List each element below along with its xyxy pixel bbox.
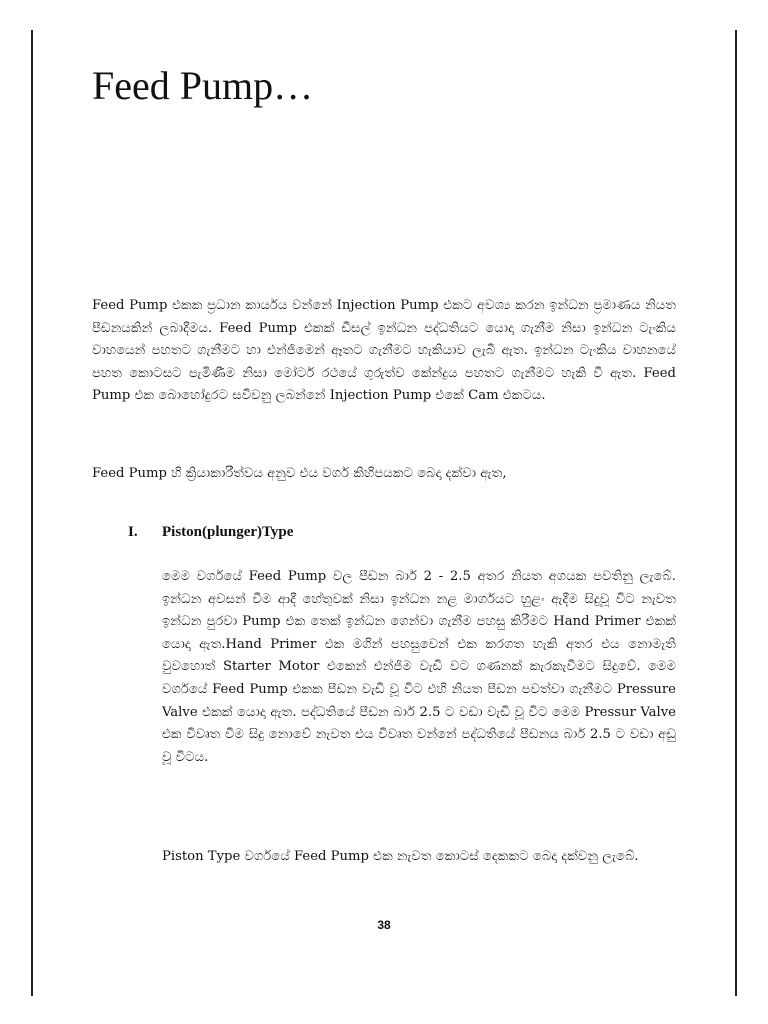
page-border-left (31, 30, 33, 996)
section-heading-piston-type (128, 521, 293, 543)
paragraph-feed-pump-types: Feed Pump හි ක්‍රියාකාරීත්වය අනුව එය වර්ග කිහිපයකට බෙදා දක්වා ඇත, (92, 466, 507, 481)
paragraph-piston-type-subtypes: Piston Type වර්ගයේ Feed Pump එක නැවත කොටස් දෙකකට බෙදා දක්වනු ලැබේ. (162, 849, 639, 864)
page-title: Feed Pump… (92, 63, 314, 108)
paragraph-piston-type-description: මෙම වර්ගයේ Feed Pump වල පීඩන බාර් 2 - 2.5 අතර නියත අගයක පවතිනු ලැබේ. ඉන්ධන අවසන් වීම ආදී හේතුවක් නිසා ඉන්ධන නළ මාර්ගයට හුළං ඇදීම සිදුවූ විට නැවත ඉන්ධන පුරවා Pump එක තෙක් ඉන්ධන ගෙන්වා ගැනීම පහසු කිරීමට Hand Primer එකක් යොදා ඇත.Hand Primer එක මගින් පහසුවෙන් එක කරගත හැකි අතර එය නොමැති වුවහොත් Starter Motor එකෙන් එන්ජිම වැඩි වට ගණනක් කැරකැවීමට සිදුවේ. මෙම වර්ගයේ Feed Pump එකක පීඩන වැඩි වූ විට එහි නියත පීඩන පවත්වා ගැනීමට Pressure Valve එකක් යොදා ඇත. පද්ධතියේ පීඩන බාර් 2.5 ට වඩා වැඩි වූ විට මෙම Pressur Valve එක විවෘත වීම සිදු නොවේ නැවත එය විවෘත වන්නේ පද්ධතියේ පීඩනය බාර් 2.5 ට වඩා අඩු වූ විටය. (162, 569, 676, 765)
page-number: 38 (377, 918, 391, 932)
paragraph-feed-pump-function: Feed Pump එකක ප්‍රධාන කාර්යය වන්නේ Injection Pump එකට අවශ්‍ය කරන ඉන්ධන ප්‍රමාණය නියත පීඩනයකින් ලබාදීමය. Feed Pump එකක් ඩීසල් ඉන්ධන පද්ධතියට යොදා ගැනීම නිසා ඉන්ධන ටැංකිය වාහයෙන් පහතට ගැනීමට හා එන්ජිමෙන් ඈතට ගැනීමට හැකියාව ලැබී ඇත. ඉන්ධන ටැංකිය වාහනයේ පහත කොටසට පැමිණීම නිසා මෝටර් රථයේ ගුරුත්ව කේන්ද්‍රය පහතට ගැනීමට හැකි වී ඇත. Feed Pump එක බොහෝදුරට සවිවනු ලබන්නේ Injection Pump එකේ Cam එකටය. (92, 298, 676, 404)
section-heading-text: Piston(plunger)Type (162, 524, 294, 540)
page-border-right (735, 30, 737, 996)
section-number: I. (128, 524, 138, 540)
